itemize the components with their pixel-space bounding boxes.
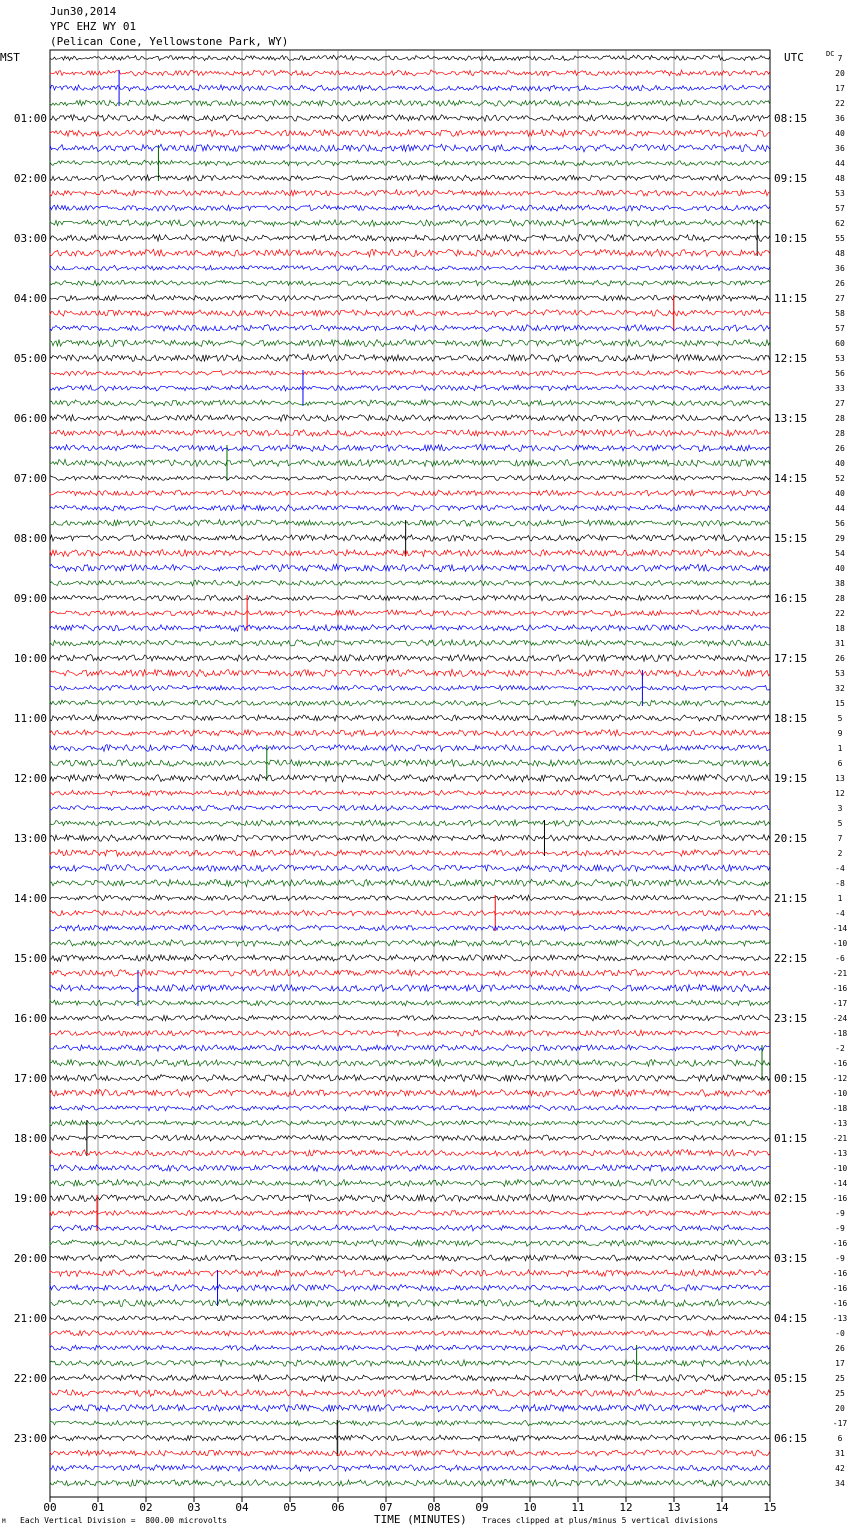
left-hour-label: 23:00 bbox=[13, 1432, 47, 1445]
dc-offset-label: 7 bbox=[837, 54, 843, 63]
dc-offset-label: 22 bbox=[835, 609, 845, 618]
seismic-trace bbox=[50, 459, 770, 466]
dc-offset-label: 28 bbox=[835, 414, 845, 423]
left-hour-label: 13:00 bbox=[13, 832, 47, 845]
right-hour-label: 21:15 bbox=[774, 892, 808, 905]
dc-offset-label: -14 bbox=[832, 924, 848, 933]
x-tick-label: 09 bbox=[475, 1501, 489, 1514]
seismic-trace bbox=[50, 1465, 770, 1472]
seismic-trace bbox=[50, 505, 770, 511]
seismic-trace bbox=[50, 700, 770, 706]
seismic-trace bbox=[50, 625, 770, 632]
dc-offset-label: 5 bbox=[837, 714, 843, 723]
seismic-trace bbox=[50, 1285, 770, 1292]
left-hour-label: 19:00 bbox=[13, 1192, 47, 1205]
x-tick-label: 10 bbox=[523, 1501, 537, 1514]
dc-offset-label: 53 bbox=[835, 354, 845, 363]
seismic-trace bbox=[50, 1389, 770, 1396]
x-tick-label: 13 bbox=[667, 1501, 681, 1514]
left-hour-label: 12:00 bbox=[13, 772, 47, 785]
dc-offset-label: 26 bbox=[835, 444, 845, 453]
seismic-trace bbox=[50, 85, 770, 91]
seismic-trace bbox=[50, 100, 770, 106]
dc-offset-label: 26 bbox=[835, 279, 845, 288]
seismic-trace bbox=[50, 280, 770, 286]
dc-offset-label: 56 bbox=[835, 519, 845, 528]
dc-offset-label: -16 bbox=[832, 984, 848, 993]
dc-offset-label: 44 bbox=[835, 159, 845, 168]
right-hour-label: 22:15 bbox=[774, 952, 808, 965]
header-location: (Pelican Cone, Yellowstone Park, WY) bbox=[50, 35, 289, 48]
dc-offset-label: 40 bbox=[835, 564, 845, 573]
dc-offset-label: 6 bbox=[837, 1434, 843, 1443]
left-hour-label: 11:00 bbox=[13, 712, 47, 725]
seismic-trace bbox=[50, 235, 770, 242]
left-hour-label: 21:00 bbox=[13, 1312, 47, 1325]
right-hour-label: 12:15 bbox=[774, 352, 808, 365]
dc-offset-label: 28 bbox=[835, 594, 845, 603]
seismic-trace bbox=[50, 1210, 770, 1216]
left-hour-label: 17:00 bbox=[13, 1072, 47, 1085]
dc-offset-label: 53 bbox=[835, 669, 845, 678]
left-hour-label: 10:00 bbox=[13, 652, 47, 665]
seismic-trace bbox=[50, 325, 770, 332]
seismic-trace bbox=[50, 190, 770, 196]
dc-offset-label: 36 bbox=[835, 144, 845, 153]
dc-offset-label: -16 bbox=[832, 1059, 848, 1068]
seismic-trace bbox=[50, 835, 770, 842]
right-hour-label: 05:15 bbox=[774, 1372, 808, 1385]
x-tick-label: 14 bbox=[715, 1501, 729, 1514]
seismic-trace bbox=[50, 580, 770, 586]
seismic-trace bbox=[50, 340, 770, 347]
x-tick-label: 02 bbox=[139, 1501, 153, 1514]
x-tick-label: 12 bbox=[619, 1501, 633, 1514]
seismic-trace bbox=[50, 864, 770, 871]
dc-offset-label: 2 bbox=[837, 849, 843, 858]
dc-offset-label: 20 bbox=[835, 1404, 845, 1413]
dc-offset-label: 57 bbox=[835, 324, 845, 333]
left-hour-label: 22:00 bbox=[13, 1372, 47, 1385]
seismic-trace bbox=[50, 1255, 770, 1262]
right-hour-label: 18:15 bbox=[774, 712, 808, 725]
right-hour-label: 23:15 bbox=[774, 1012, 808, 1025]
left-hour-label: 16:00 bbox=[13, 1012, 47, 1025]
seismic-trace bbox=[50, 1225, 770, 1231]
dc-offset-label: 62 bbox=[835, 219, 845, 228]
dc-offset-label: -17 bbox=[832, 999, 848, 1008]
left-hour-label: 20:00 bbox=[13, 1252, 47, 1265]
seismic-trace bbox=[50, 969, 770, 976]
seismic-trace bbox=[50, 1435, 770, 1441]
header-station: YPC EHZ WY 01 bbox=[50, 20, 137, 33]
dc-offset-label: 38 bbox=[835, 579, 845, 588]
dc-offset-label: 27 bbox=[835, 294, 845, 303]
dc-offset-label: -16 bbox=[832, 1284, 848, 1293]
seismic-trace bbox=[50, 1299, 770, 1306]
clip-note: Traces clipped at plus/minus 5 vertical divisions bbox=[482, 1516, 719, 1525]
seismic-trace bbox=[50, 1074, 770, 1081]
dc-offset-label: -10 bbox=[832, 1089, 848, 1098]
dc-offset-label: 42 bbox=[835, 1464, 845, 1473]
dc-offset-label: -4 bbox=[835, 909, 845, 918]
dc-offset-label: 1 bbox=[837, 894, 843, 903]
dc-offset-label: 53 bbox=[835, 189, 845, 198]
dc-offset-label: 40 bbox=[835, 459, 845, 468]
seismic-trace bbox=[50, 774, 770, 781]
seismic-trace bbox=[50, 1060, 770, 1067]
right-hour-label: 09:15 bbox=[774, 172, 808, 185]
seismic-trace bbox=[50, 430, 770, 437]
right-timezone-label: UTC bbox=[784, 51, 804, 64]
dc-offset-label: 1 bbox=[837, 744, 843, 753]
seismic-trace bbox=[50, 984, 770, 991]
dc-offset-label: -4 bbox=[835, 864, 845, 873]
seismic-trace bbox=[50, 490, 770, 496]
seismic-trace bbox=[50, 564, 770, 571]
seismic-trace bbox=[50, 820, 770, 826]
seismic-trace bbox=[50, 295, 770, 301]
dc-offset-label: 36 bbox=[835, 264, 845, 273]
seismic-trace bbox=[50, 910, 770, 916]
dc-offset-label: 27 bbox=[835, 399, 845, 408]
dc-offset-label: -16 bbox=[832, 1194, 848, 1203]
x-tick-label: 04 bbox=[235, 1501, 249, 1514]
x-tick-label: 03 bbox=[187, 1501, 201, 1514]
dc-offset-label: -16 bbox=[832, 1299, 848, 1308]
seismic-trace bbox=[50, 1345, 770, 1351]
dc-offset-label: 28 bbox=[835, 429, 845, 438]
seismic-trace bbox=[50, 220, 770, 227]
dc-offset-label: 13 bbox=[835, 774, 845, 783]
dc-offset-label: -0 bbox=[835, 1329, 845, 1338]
seismic-trace bbox=[50, 265, 770, 271]
seismic-trace bbox=[50, 385, 770, 391]
dc-offset-label: -9 bbox=[835, 1254, 845, 1263]
seismic-trace bbox=[50, 354, 770, 361]
left-hour-label: 09:00 bbox=[13, 592, 47, 605]
seismic-trace bbox=[50, 400, 770, 406]
dc-offset-label: 33 bbox=[835, 384, 845, 393]
seismic-trace bbox=[50, 1450, 770, 1456]
dc-offset-label: 17 bbox=[835, 1359, 845, 1368]
dc-offset-label: 58 bbox=[835, 309, 845, 318]
dc-offset-label: 26 bbox=[835, 1344, 845, 1353]
dc-offset-label: 44 bbox=[835, 504, 845, 513]
corner-mark: M bbox=[2, 1518, 6, 1525]
right-hour-label: 08:15 bbox=[774, 112, 808, 125]
left-hour-label: 08:00 bbox=[13, 532, 47, 545]
seismic-trace bbox=[50, 520, 770, 527]
seismic-trace bbox=[50, 130, 770, 137]
left-hour-label: 02:00 bbox=[13, 172, 47, 185]
seismic-trace bbox=[50, 205, 770, 211]
dc-offset-label: 48 bbox=[835, 249, 845, 258]
left-hour-label: 06:00 bbox=[13, 412, 47, 425]
scale-note: Each Vertical Division = 800.00 microvolts bbox=[20, 1516, 228, 1525]
dc-offset-label: -21 bbox=[832, 969, 848, 978]
seismic-trace bbox=[50, 1165, 770, 1172]
dc-offset-label: -18 bbox=[832, 1104, 848, 1113]
seismic-trace bbox=[50, 610, 770, 616]
x-tick-label: 01 bbox=[91, 1501, 105, 1514]
dc-offset-label: -12 bbox=[832, 1074, 848, 1083]
seismic-trace bbox=[50, 55, 770, 61]
seismic-trace bbox=[50, 925, 770, 931]
right-hour-label: 16:15 bbox=[774, 592, 808, 605]
seismic-trace bbox=[50, 1150, 770, 1156]
right-hour-label: 04:15 bbox=[774, 1312, 808, 1325]
seismic-trace bbox=[50, 955, 770, 962]
dc-offset-label: -8 bbox=[835, 879, 845, 888]
right-hour-label: 10:15 bbox=[774, 232, 808, 245]
dc-offset-label: 52 bbox=[835, 474, 845, 483]
dc-offset-label: -2 bbox=[835, 1044, 845, 1053]
seismic-trace bbox=[50, 940, 770, 947]
seismic-trace bbox=[50, 1360, 770, 1366]
x-tick-label: 08 bbox=[427, 1501, 441, 1514]
left-hour-label: 05:00 bbox=[13, 352, 47, 365]
dc-offset-label: 17 bbox=[835, 84, 845, 93]
seismic-trace bbox=[50, 654, 770, 661]
seismic-trace bbox=[50, 595, 770, 601]
x-tick-label: 05 bbox=[283, 1501, 297, 1514]
seismic-trace bbox=[50, 1270, 770, 1277]
dc-offset-label: 36 bbox=[835, 114, 845, 123]
dc-offset-label: -14 bbox=[832, 1179, 848, 1188]
dc-offset-label: -24 bbox=[832, 1014, 848, 1023]
seismic-trace bbox=[50, 1315, 770, 1321]
dc-offset-label: 25 bbox=[835, 1374, 845, 1383]
right-hour-label: 06:15 bbox=[774, 1432, 808, 1445]
seismic-trace bbox=[50, 1120, 770, 1126]
dc-offset-label: 48 bbox=[835, 174, 845, 183]
seismic-trace bbox=[50, 1240, 770, 1246]
dc-offset-label: -16 bbox=[832, 1269, 848, 1278]
dc-offset-label: 26 bbox=[835, 654, 845, 663]
right-hour-label: 13:15 bbox=[774, 412, 808, 425]
dc-offset-label: 31 bbox=[835, 639, 845, 648]
dc-offset-label: -6 bbox=[835, 954, 845, 963]
x-tick-label: 06 bbox=[331, 1501, 345, 1514]
dc-header-label: DC bbox=[826, 50, 835, 58]
dc-offset-label: 34 bbox=[835, 1479, 845, 1488]
dc-offset-label: -10 bbox=[832, 1164, 848, 1173]
seismic-trace bbox=[50, 1179, 770, 1186]
seismic-trace bbox=[50, 730, 770, 737]
left-hour-label: 15:00 bbox=[13, 952, 47, 965]
dc-offset-label: 31 bbox=[835, 1449, 845, 1458]
dc-offset-label: 22 bbox=[835, 99, 845, 108]
header-date: Jun30,2014 bbox=[50, 5, 117, 18]
seismic-trace bbox=[50, 1480, 770, 1487]
right-hour-label: 20:15 bbox=[774, 832, 808, 845]
seismic-trace bbox=[50, 1105, 770, 1111]
seismic-trace bbox=[50, 669, 770, 676]
seismic-trace bbox=[50, 1404, 770, 1411]
right-hour-label: 15:15 bbox=[774, 532, 808, 545]
left-timezone-label: MST bbox=[0, 51, 20, 64]
left-hour-label: 03:00 bbox=[13, 232, 47, 245]
left-hour-label: 01:00 bbox=[13, 112, 47, 125]
seismic-trace bbox=[50, 70, 770, 76]
right-hour-label: 01:15 bbox=[774, 1132, 808, 1145]
seismic-trace bbox=[50, 1090, 770, 1097]
dc-offset-label: 18 bbox=[835, 624, 845, 633]
seismic-trace bbox=[50, 1135, 770, 1141]
seismic-trace bbox=[50, 640, 770, 647]
left-hour-label: 18:00 bbox=[13, 1132, 47, 1145]
dc-offset-label: 40 bbox=[835, 129, 845, 138]
dc-offset-label: -13 bbox=[832, 1314, 848, 1323]
right-hour-label: 00:15 bbox=[774, 1072, 808, 1085]
dc-offset-label: 6 bbox=[837, 759, 843, 768]
seismic-trace bbox=[50, 1015, 770, 1021]
seismic-trace bbox=[50, 249, 770, 256]
dc-offset-label: 57 bbox=[835, 204, 845, 213]
seismic-trace bbox=[50, 745, 770, 752]
dc-offset-label: -21 bbox=[832, 1134, 848, 1143]
dc-offset-label: 15 bbox=[835, 699, 845, 708]
right-hour-label: 03:15 bbox=[774, 1252, 808, 1265]
seismic-trace bbox=[50, 1375, 770, 1382]
dc-offset-label: -9 bbox=[835, 1209, 845, 1218]
dc-offset-label: 12 bbox=[835, 789, 845, 798]
dc-offset-label: 32 bbox=[835, 684, 845, 693]
left-hour-label: 04:00 bbox=[13, 292, 47, 305]
seismic-trace bbox=[50, 1000, 770, 1006]
seismic-trace bbox=[50, 1420, 770, 1426]
seismic-trace bbox=[50, 415, 770, 422]
seismic-trace bbox=[50, 549, 770, 556]
left-hour-label: 07:00 bbox=[13, 472, 47, 485]
seismic-trace bbox=[50, 1194, 770, 1201]
seismic-trace bbox=[50, 879, 770, 886]
right-hour-label: 11:15 bbox=[774, 292, 808, 305]
seismic-trace bbox=[50, 115, 770, 122]
dc-offset-label: 40 bbox=[835, 489, 845, 498]
dc-offset-label: -16 bbox=[832, 1239, 848, 1248]
x-axis-title: TIME (MINUTES) bbox=[374, 1513, 467, 1526]
seismic-trace bbox=[50, 310, 770, 317]
seismic-trace bbox=[50, 1045, 770, 1051]
dc-offset-label: -18 bbox=[832, 1029, 848, 1038]
seismic-trace bbox=[50, 370, 770, 375]
dc-offset-label: 56 bbox=[835, 369, 845, 378]
x-tick-label: 07 bbox=[379, 1501, 393, 1514]
plot-frame bbox=[50, 50, 770, 1497]
dc-offset-label: -13 bbox=[832, 1119, 848, 1128]
x-tick-label: 11 bbox=[571, 1501, 585, 1514]
seismic-trace bbox=[50, 1330, 770, 1336]
left-hour-label: 14:00 bbox=[13, 892, 47, 905]
right-hour-label: 19:15 bbox=[774, 772, 808, 785]
dc-offset-label: 55 bbox=[835, 234, 845, 243]
seismic-trace bbox=[50, 1030, 770, 1036]
right-hour-label: 17:15 bbox=[774, 652, 808, 665]
right-hour-label: 02:15 bbox=[774, 1192, 808, 1205]
seismic-trace bbox=[50, 790, 770, 796]
seismic-trace bbox=[50, 715, 770, 721]
dc-offset-label: 5 bbox=[837, 819, 843, 828]
seismic-trace bbox=[50, 850, 770, 857]
dc-offset-label: 60 bbox=[835, 339, 845, 348]
dc-offset-label: 7 bbox=[837, 834, 843, 843]
x-tick-label: 15 bbox=[763, 1501, 777, 1514]
dc-offset-label: 20 bbox=[835, 69, 845, 78]
seismic-trace bbox=[50, 895, 770, 901]
dc-offset-label: 9 bbox=[837, 729, 843, 738]
dc-offset-label: 25 bbox=[835, 1389, 845, 1398]
dc-offset-label: 29 bbox=[835, 534, 845, 543]
seismic-trace bbox=[50, 805, 770, 811]
seismic-trace bbox=[50, 685, 770, 691]
x-tick-label: 00 bbox=[43, 1501, 57, 1514]
dc-offset-label: -13 bbox=[832, 1149, 848, 1158]
seismic-trace bbox=[50, 444, 770, 451]
seismic-trace bbox=[50, 535, 770, 542]
dc-offset-label: -10 bbox=[832, 939, 848, 948]
seismic-trace bbox=[50, 475, 770, 480]
dc-offset-label: -17 bbox=[832, 1419, 848, 1428]
right-hour-label: 14:15 bbox=[774, 472, 808, 485]
dc-offset-label: -9 bbox=[835, 1224, 845, 1233]
dc-offset-label: 3 bbox=[837, 804, 843, 813]
seismic-trace bbox=[50, 760, 770, 767]
dc-offset-label: 54 bbox=[835, 549, 845, 558]
